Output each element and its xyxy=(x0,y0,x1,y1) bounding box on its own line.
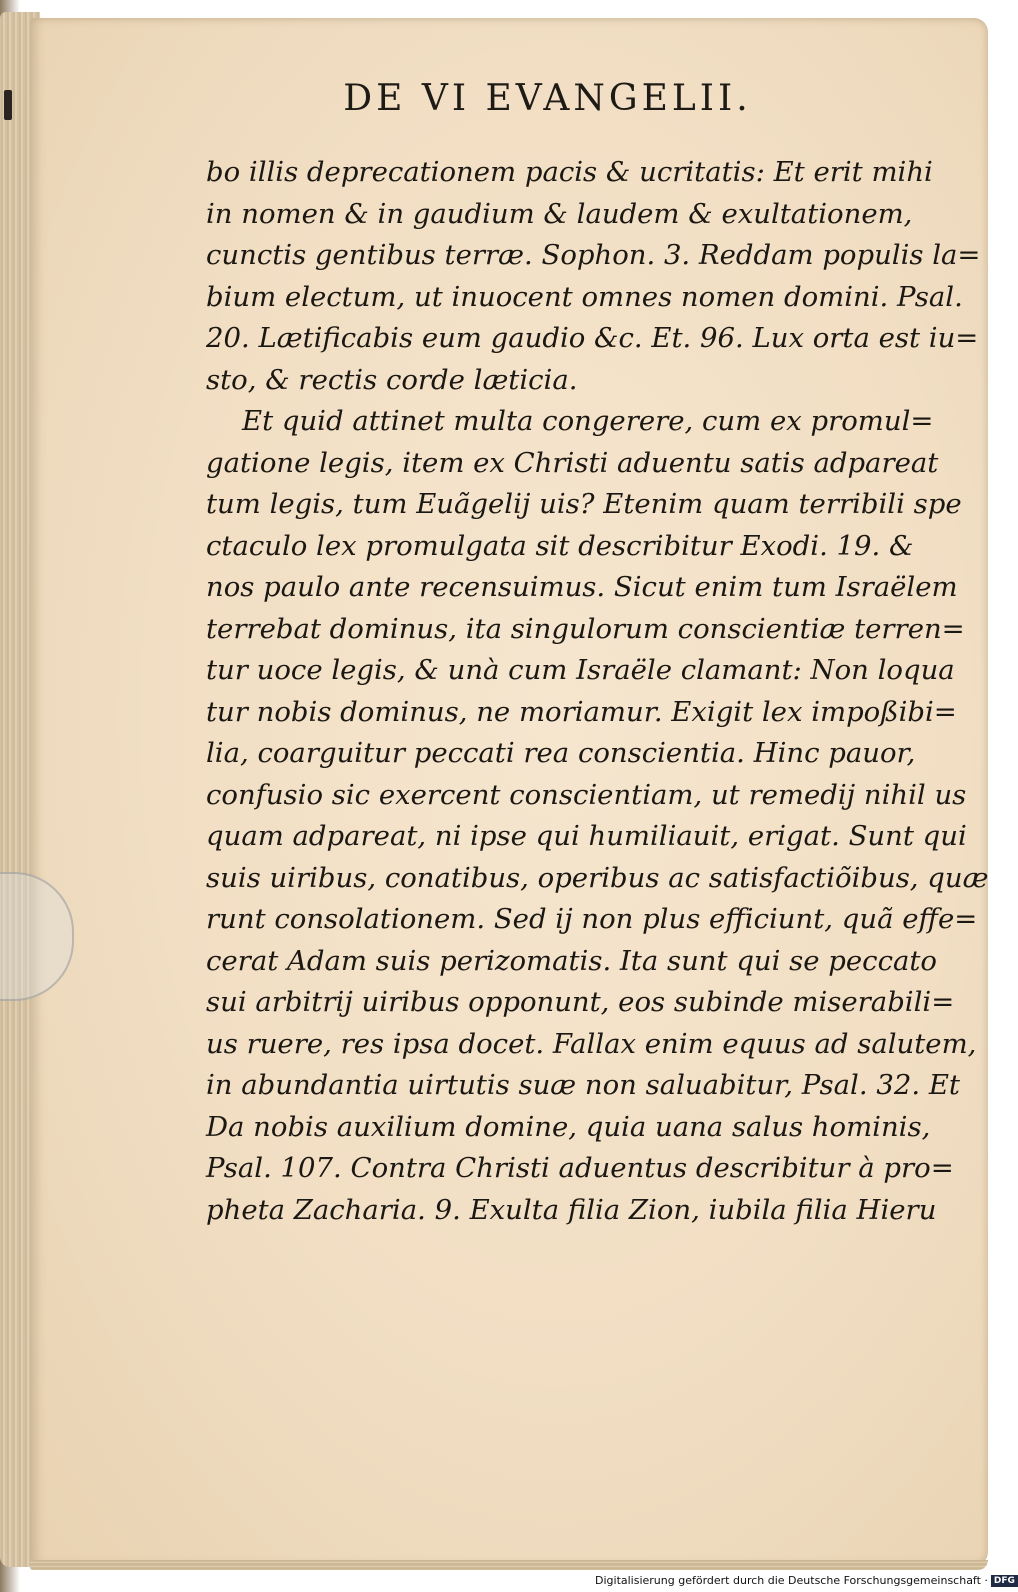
text-line: tur uoce legis, & unà cum Israële clamant: Non loqua xyxy=(206,654,955,686)
text-line: in abundantia uirtutis suæ non saluabitur, Psal. 32. Et xyxy=(206,1069,960,1101)
text-line: sui arbitrij uiribus opponunt, eos subinde miserabili= xyxy=(206,986,955,1018)
text-line: Psal. 107. Contra Christi aduentus describitur à pro= xyxy=(206,1152,954,1184)
text-line: us ruere, res ipsa docet. Fallax enim equus ad salutem, xyxy=(206,1027,977,1060)
dfg-logo: DFG xyxy=(991,1575,1018,1587)
credit-text: Digitalisierung gefördert durch die Deutsche Forschungsgemeinschaft · xyxy=(595,1574,988,1587)
text-line: ctaculo lex promulgata sit describitur Exodi. 19. & xyxy=(206,529,914,562)
text-line: gatione legis, item ex Christi aduentu satis adpareat xyxy=(206,446,939,479)
text-line: confusio sic exercent conscientiam, ut remedij nihil us xyxy=(206,778,967,811)
text-line: bium electum, ut inuocent omnes nomen domini. Psal. xyxy=(206,280,963,313)
text-line: bo illis deprecationem pacis & ucritatis: Et erit mihi xyxy=(206,156,933,188)
text-line: tur nobis dominus, ne moriamur. Exigit lex impoßibi= xyxy=(206,695,957,728)
text-line: cunctis gentibus terræ. Sophon. 3. Reddam populis la= xyxy=(206,239,981,271)
body-text xyxy=(206,152,989,1231)
text-line: tum legis, tum Euãgelij uis? Etenim quam terribili spe xyxy=(206,488,962,520)
text-line: terrebat dominus, ita singulorum conscientiæ terren= xyxy=(206,612,965,645)
text-line: Da nobis auxilium domine, quia uana salus hominis, xyxy=(206,1110,931,1143)
bottom-page-edges xyxy=(30,1560,988,1570)
running-head xyxy=(0,78,1000,119)
text-line: nos paulo ante recensuimus. Sicut enim tum Israëlem xyxy=(206,571,958,603)
digitization-credit xyxy=(595,1574,1015,1592)
running-head-text: DE VI EVANGELII. xyxy=(343,78,752,119)
text-line: 20. Lætificabis eum gaudio &c. Et. 96. Lux orta est iu= xyxy=(206,322,979,354)
text-line: sto, & rectis corde læticia. xyxy=(206,363,578,396)
text-line: runt consolationem. Sed ij non plus efficiunt, quã effe= xyxy=(206,903,978,935)
text-line: in nomen & in gaudium & laudem & exultationem, xyxy=(206,197,913,230)
text-line: cerat Adam suis perizomatis. Ita sunt qui se peccato xyxy=(206,944,937,977)
text-line: quam adpareat, ni ipse qui humiliauit, erigat. Sunt qui xyxy=(206,820,967,852)
text-line: pheta Zacharia. 9. Exulta filia Zion, iubila filia Hieru xyxy=(206,1193,937,1226)
paragraph-start-line: Et quid attinet multa congerere, cum ex promul= xyxy=(242,405,934,437)
text-line: lia, coarguitur peccati rea conscientia. Hinc pauor, xyxy=(206,737,916,769)
text-line: suis uiribus, conatibus, operibus ac satisfactiõibus, quæ xyxy=(206,861,989,894)
